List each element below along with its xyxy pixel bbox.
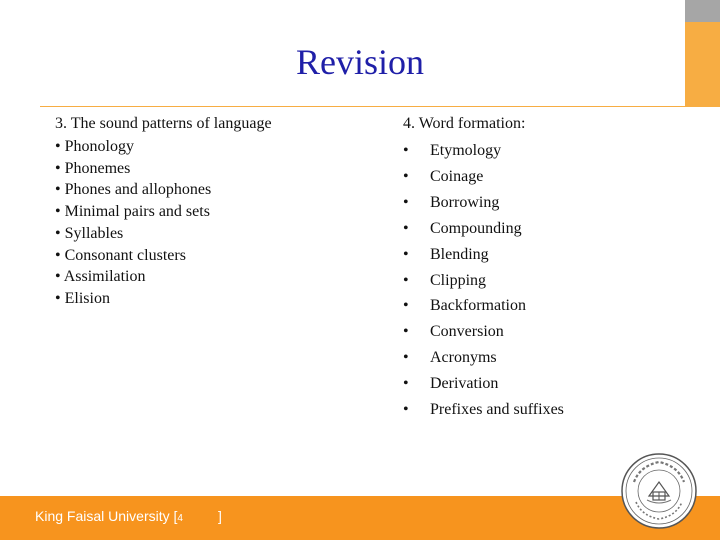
- list-item-label: Etymology: [430, 142, 502, 159]
- list-item: [403, 164, 564, 190]
- sound-patterns-heading: 3. The sound patterns of language: [55, 115, 272, 132]
- bullet-icon: •: [403, 323, 409, 341]
- list-item: • Elision: [55, 289, 110, 307]
- corner-gray-tab: [685, 0, 720, 22]
- sound-patterns-column: [55, 114, 272, 310]
- list-item-label: Conversion: [430, 323, 504, 341]
- list-item: [403, 268, 564, 294]
- bullet-icon: •: [403, 142, 409, 159]
- list-item-label: Prefixes and suffixes: [430, 401, 564, 419]
- list-item-label: Compounding: [430, 219, 522, 237]
- list-item-label: Clipping: [430, 271, 487, 289]
- university-name: King Faisal University [: [35, 508, 178, 524]
- footer-label: [35, 506, 222, 529]
- word-formation-heading: 4. Word formation:: [403, 115, 526, 132]
- list-item: • Consonant clusters: [55, 246, 186, 264]
- slide-title: Revision: [295, 42, 424, 82]
- list-item: • Phonemes: [55, 159, 131, 177]
- bullet-icon: •: [403, 375, 409, 393]
- bullet-icon: •: [403, 219, 409, 237]
- list-item: [403, 371, 564, 397]
- list-item-label: Derivation: [430, 375, 499, 393]
- word-formation-column: [403, 113, 564, 423]
- list-item: [403, 138, 564, 164]
- list-item-label: Coinage: [430, 167, 484, 185]
- list-item: [403, 216, 564, 242]
- bullet-icon: •: [403, 401, 409, 419]
- list-item: [403, 242, 564, 268]
- list-item: [403, 397, 564, 423]
- list-item: [403, 293, 564, 319]
- title-divider: [40, 106, 720, 107]
- list-item: • Assimilation: [55, 268, 146, 286]
- footer-close-bracket: ]: [217, 508, 222, 524]
- bullet-icon: •: [403, 245, 409, 263]
- bullet-icon: •: [403, 349, 409, 367]
- list-item: [403, 319, 564, 345]
- list-item-label: Borrowing: [430, 193, 500, 211]
- bullet-icon: •: [403, 297, 409, 315]
- list-item-label: Blending: [430, 245, 489, 263]
- list-item: • Syllables: [55, 224, 124, 242]
- list-item: [403, 190, 564, 216]
- list-item: • Minimal pairs and sets: [55, 203, 210, 221]
- bullet-icon: •: [403, 193, 409, 211]
- university-seal-icon: [620, 452, 698, 530]
- bullet-icon: •: [403, 167, 409, 185]
- list-item-label: Backformation: [430, 297, 526, 315]
- list-item: • Phones and allophones: [55, 181, 212, 199]
- list-item: [403, 345, 564, 371]
- page-number: 4: [177, 513, 183, 524]
- list-item-label: Acronyms: [430, 349, 497, 367]
- list-item: • Phonology: [55, 138, 134, 155]
- bullet-icon: •: [403, 271, 409, 289]
